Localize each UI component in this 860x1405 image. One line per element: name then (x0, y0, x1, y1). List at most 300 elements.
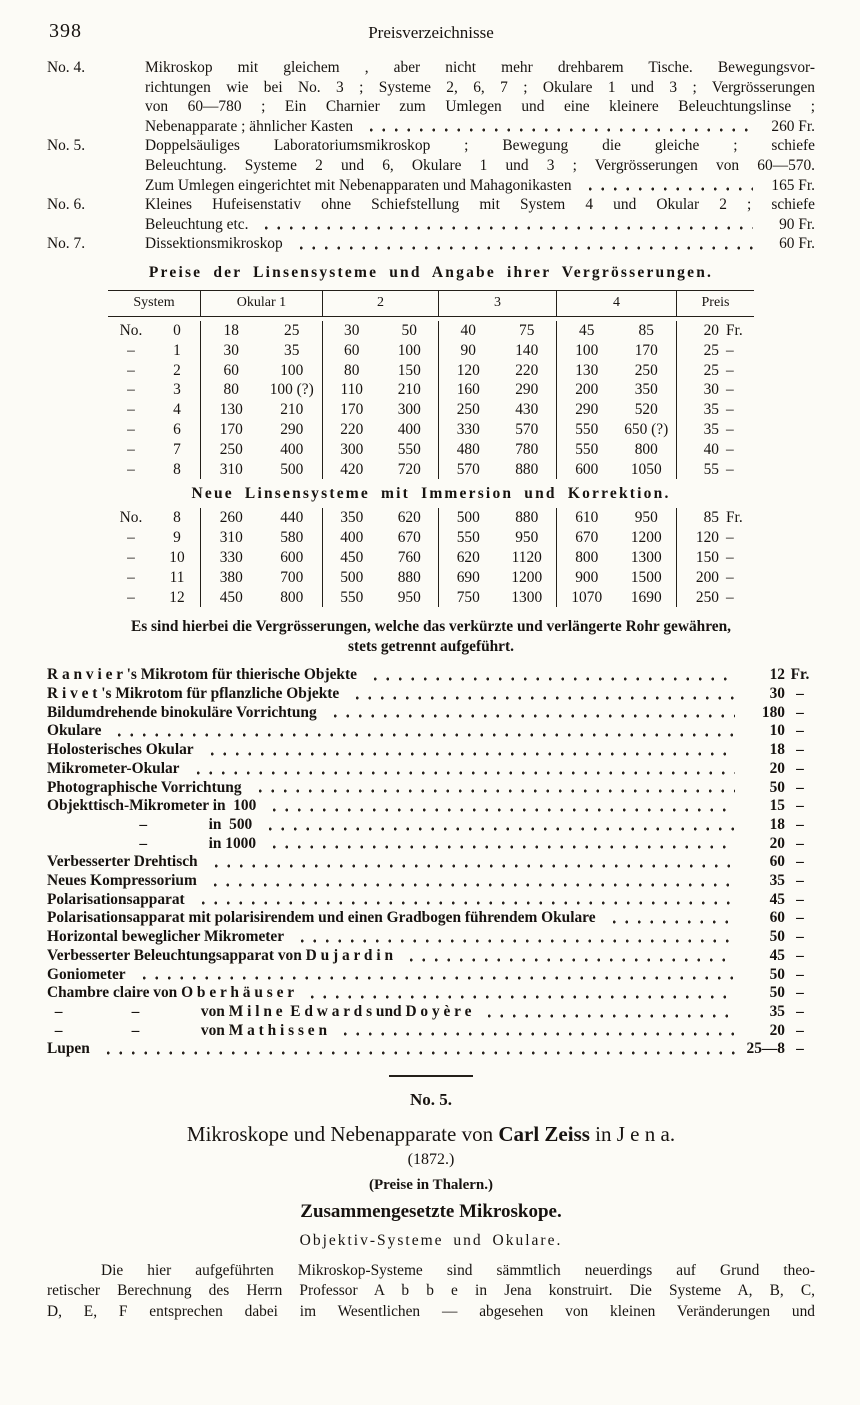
note-line: stets getrennt aufgeführt. (348, 638, 514, 656)
table-row (108, 361, 754, 381)
okular3-cell (438, 361, 556, 381)
magnification-value: 400 (397, 420, 421, 438)
magnification-value: 670 (397, 529, 421, 547)
item-name: Goniometer (47, 965, 126, 983)
paragraph-line: Die hier aufgeführten Mikroskop-Systeme sind sämmtlich neuerdings auf Grund theo- (101, 1262, 815, 1280)
price-unit: Fr. (726, 321, 743, 339)
dot-leader (337, 1031, 735, 1037)
item-price-unit: – (796, 759, 804, 777)
okular2-cell (322, 341, 438, 361)
entry-line: Beleuchtung. Systeme 2 und 6, Okulare 1 und 3 ; Vergrösserungen von 60—570. (145, 156, 815, 174)
dot-leader (403, 957, 735, 963)
item-name: Bildumdrehende binokuläre Vorrichtung (47, 703, 317, 721)
price-list-item (47, 797, 815, 816)
item-price: 20 (769, 834, 785, 852)
magnification-value: 500 (340, 568, 364, 586)
item-price-unit: – (796, 1040, 804, 1058)
magnification-value: 310 (219, 529, 243, 547)
okular3-cell (438, 420, 556, 440)
item-name: – in 500 (47, 815, 253, 833)
column-header-system: System (133, 294, 175, 310)
item-name: Objekttisch-Mikrometer in 100 (47, 797, 257, 815)
system-cell (108, 380, 200, 400)
item-price: 18 (769, 815, 785, 833)
section-title-brand: Carl Zeiss (498, 1122, 590, 1147)
entry-tail: Beleuchtung etc. (145, 215, 249, 233)
price-value: 150 (695, 548, 719, 566)
system-cell (108, 528, 200, 548)
price-unit: – (726, 341, 734, 359)
item-price-unit: – (796, 1002, 804, 1020)
table-row (108, 548, 754, 568)
dot-leader (606, 919, 735, 925)
okular4-cell (556, 440, 676, 460)
price-cell (676, 568, 754, 588)
price-value: 35 (703, 420, 719, 438)
entry-price: 165 Fr. (771, 176, 815, 194)
catalog-entry (47, 136, 815, 195)
magnification-value: 1050 (630, 460, 662, 478)
item-name: Lupen (47, 1040, 90, 1058)
magnification-value: 30 (344, 321, 360, 339)
system-number: 8 (173, 460, 181, 478)
price-list-item (47, 1022, 815, 1041)
okular2-cell (322, 400, 438, 420)
system-number: 3 (173, 381, 181, 399)
entry-tail: Nebenapparate ; ähnlicher Kasten (145, 117, 354, 135)
system-cell (108, 440, 200, 460)
table-row (108, 400, 754, 420)
okular4-cell (556, 420, 676, 440)
table-row (108, 460, 754, 480)
price-value: 20 (703, 321, 719, 339)
magnification-value: 450 (340, 548, 364, 566)
okular2-cell (322, 321, 438, 341)
price-unit: – (726, 401, 734, 419)
okular3-cell (438, 548, 556, 568)
price-list-item (47, 853, 815, 872)
okular1-cell (200, 508, 322, 528)
table-row (108, 440, 754, 460)
catalog-entry (47, 234, 815, 254)
price-cell (676, 321, 754, 341)
price-cell (676, 528, 754, 548)
magnification-value: 220 (340, 420, 364, 438)
magnification-value: 500 (456, 509, 480, 527)
item-price: 45 (769, 890, 785, 908)
dot-leader (190, 770, 736, 776)
system-label: – (127, 341, 135, 359)
system-label: No. (119, 321, 143, 339)
price-unit: – (726, 381, 734, 399)
price-list-item (47, 779, 815, 798)
item-price-unit: – (796, 1021, 804, 1039)
section-number: No. 5. (409, 1090, 453, 1110)
dot-leader (252, 788, 735, 794)
system-number: 8 (173, 509, 181, 527)
dot-leader (293, 245, 753, 251)
magnification-value: 350 (634, 381, 658, 399)
system-label: – (127, 568, 135, 586)
magnification-value: 1200 (630, 529, 662, 547)
entry-number: No. 5. (47, 137, 86, 155)
table-row (108, 528, 754, 548)
magnification-value: 620 (397, 509, 421, 527)
okular1-cell (200, 460, 322, 480)
item-price-unit: – (796, 797, 804, 815)
price-list-item (47, 685, 815, 704)
price-unit: – (726, 588, 734, 606)
item-name: Photographische Vorrichtung (47, 778, 242, 796)
price-unit: – (726, 548, 734, 566)
system-number: 11 (169, 568, 185, 586)
okular2-cell (322, 508, 438, 528)
immersion-heading: Neue Linsensysteme mit Immersion und Korrektion. (191, 485, 671, 503)
magnification-value: 35 (284, 341, 300, 359)
entry-price-line (145, 215, 815, 235)
currency-note: (Preise in Thalern.) (368, 1177, 494, 1194)
system-cell (108, 588, 200, 608)
entry-line: richtungen wie bei No. 3 ; Systeme 2, 6, 7 ; Okulare 1 und 3 ; Vergrösserungen (145, 78, 815, 96)
item-price: 35 (769, 1002, 785, 1020)
entry-price-line (145, 117, 815, 137)
catalog-entry (47, 58, 815, 136)
item-name: Chambre claire von O b e r h ä u s e r (47, 984, 295, 1002)
item-price: 45 (769, 946, 785, 964)
table-row (108, 341, 754, 361)
magnification-value: 90 (460, 341, 476, 359)
magnification-value: 950 (397, 588, 421, 606)
okular4-cell (556, 400, 676, 420)
dot-leader (363, 127, 753, 133)
item-name: – in 1000 (47, 834, 257, 852)
magnification-value: 100 (575, 341, 599, 359)
item-name: Verbesserter Beleuchtungsapparat von D u j a r d i n (47, 946, 394, 964)
running-title: Preisverzeichnisse (368, 23, 494, 42)
system-label: – (127, 381, 135, 399)
magnification-value: 350 (340, 509, 364, 527)
magnification-value: 420 (340, 460, 364, 478)
system-label: – (127, 529, 135, 547)
system-cell (108, 460, 200, 480)
column-header-okular1: Okular 1 (200, 291, 322, 316)
dot-leader (266, 844, 735, 850)
section-subsubtitle: Objektiv-Systeme und Okulare. (299, 1232, 563, 1250)
okular2-cell (322, 588, 438, 608)
item-price-unit: – (796, 872, 804, 890)
item-price: 15 (769, 797, 785, 815)
item-name: R i v e t 's Mikrotom für pflanzliche Objekte (47, 685, 340, 702)
price-cell (676, 508, 754, 528)
magnification-value: 30 (223, 341, 239, 359)
catalog-entry (47, 195, 815, 234)
column-header-okular3: 3 (438, 291, 556, 316)
magnification-value: 250 (219, 440, 243, 458)
okular4-cell (556, 380, 676, 400)
section-subtitle: Zusammengesetzte Mikroskope. (300, 1201, 562, 1223)
magnification-value: 1070 (571, 588, 603, 606)
magnification-value: 60 (344, 341, 360, 359)
okular1-cell (200, 568, 322, 588)
okular1-cell (200, 420, 322, 440)
price-unit: – (726, 361, 734, 379)
okular3-cell (438, 321, 556, 341)
okular4-cell (556, 528, 676, 548)
item-price: 12 (769, 666, 785, 684)
item-price-unit: – (796, 741, 804, 759)
dot-leader (349, 695, 735, 701)
system-cell (108, 548, 200, 568)
item-price: 60 (769, 853, 785, 871)
dot-leader (208, 863, 735, 869)
magnification-value: 220 (515, 361, 539, 379)
price-list-item (47, 966, 815, 985)
magnification-value: 330 (456, 420, 480, 438)
item-price: 20 (769, 1021, 785, 1039)
magnification-value: 880 (397, 568, 421, 586)
magnification-value: 760 (397, 548, 421, 566)
entry-tail: Dissektionsmikroskop (145, 235, 283, 253)
price-value: 85 (703, 509, 719, 527)
table-header-row (108, 290, 754, 317)
entry-price-line (145, 234, 815, 254)
table-row (108, 588, 754, 608)
item-price: 50 (769, 965, 785, 983)
item-price-unit: – (796, 815, 804, 833)
magnification-value: 25 (284, 321, 300, 339)
system-cell (108, 568, 200, 588)
price-cell (676, 361, 754, 381)
system-label: No. (119, 509, 143, 527)
price-list-item (47, 1003, 815, 1022)
section-divider (389, 1075, 473, 1077)
system-cell (108, 420, 200, 440)
item-name: Verbesserter Drehtisch (47, 853, 198, 871)
price-list-item (47, 760, 815, 779)
item-price-unit: – (796, 834, 804, 852)
magnification-value: 100 (?) (269, 381, 314, 399)
okular1-cell (200, 588, 322, 608)
item-price: 180 (761, 703, 785, 721)
table-row (108, 508, 754, 528)
okular3-cell (438, 440, 556, 460)
okular1-cell (200, 440, 322, 460)
entry-price: 60 Fr. (779, 235, 815, 253)
price-cell (676, 420, 754, 440)
price-cell (676, 460, 754, 480)
magnification-value: 130 (219, 401, 243, 419)
magnification-value: 100 (397, 341, 421, 359)
system-cell (108, 400, 200, 420)
system-label: – (127, 548, 135, 566)
item-name: Holosterisches Okular (47, 741, 194, 759)
entry-body (145, 195, 815, 234)
dot-leader (111, 732, 735, 738)
magnification-value: 75 (519, 321, 535, 339)
accessory-price-list (47, 666, 815, 1059)
magnification-value: 80 (344, 361, 360, 379)
entry-tail: Zum Umlegen eingerichtet mit Nebenapparaten und Mahagonikasten (145, 176, 572, 194)
okular3-cell (438, 528, 556, 548)
okular4-cell (556, 460, 676, 480)
okular2-cell (322, 460, 438, 480)
item-price-unit: – (796, 928, 804, 946)
price-unit: Fr. (726, 509, 743, 527)
price-value: 25 (703, 361, 719, 379)
entry-line: von 60—780 ; Ein Charnier zum Umlegen und eine kleinere Beleuchtungslinse ; (145, 98, 815, 116)
magnification-value: 290 (515, 381, 539, 399)
dot-leader (294, 938, 735, 944)
item-price: 30 (769, 685, 785, 702)
entry-number: No. 7. (47, 235, 86, 253)
magnification-value: 400 (280, 440, 304, 458)
magnification-value: 50 (401, 321, 417, 339)
item-price: 25—8 (746, 1040, 785, 1058)
item-price: 50 (769, 778, 785, 796)
magnification-value: 110 (340, 381, 363, 399)
magnification-value: 700 (280, 568, 304, 586)
system-number: 0 (173, 321, 181, 339)
system-label: – (127, 588, 135, 606)
item-name: – – von M a t h i s s e n (47, 1021, 328, 1039)
price-value: 250 (695, 588, 719, 606)
magnification-value: 140 (515, 341, 539, 359)
magnification-value: 950 (515, 529, 539, 547)
magnification-value: 670 (575, 529, 599, 547)
price-list-item (47, 816, 815, 835)
note-line: Es sind hierbei die Vergrösserungen, welche das verkürzte und verlängerte Rohr gewähren, (130, 618, 732, 636)
price-list-item (47, 704, 815, 723)
price-cell (676, 400, 754, 420)
dot-leader (582, 186, 753, 192)
magnification-value: 170 (340, 401, 364, 419)
magnification-value: 480 (456, 440, 480, 458)
okular1-cell (200, 528, 322, 548)
system-label: – (127, 460, 135, 478)
entry-number: No. 4. (47, 59, 86, 76)
entry-line: Kleines Hufeisenstativ ohne Schiefstellung mit System 4 und Okular 2 ; schiefe (145, 196, 815, 214)
table-row (108, 380, 754, 400)
magnification-value: 380 (219, 568, 243, 586)
price-unit: – (726, 460, 734, 478)
price-unit: – (726, 440, 734, 458)
entry-price: 90 Fr. (779, 215, 815, 233)
magnification-value: 130 (575, 361, 599, 379)
price-list-item (47, 835, 815, 854)
price-value: 200 (695, 568, 719, 586)
magnification-value: 1120 (511, 548, 542, 566)
price-cell (676, 440, 754, 460)
okular3-cell (438, 568, 556, 588)
okular4-cell (556, 508, 676, 528)
okular4-cell (556, 321, 676, 341)
magnification-value: 170 (219, 420, 243, 438)
okular1-cell (200, 400, 322, 420)
okular2-cell (322, 361, 438, 381)
page-header (47, 20, 815, 50)
dot-leader (266, 807, 735, 813)
item-price-unit: – (796, 890, 804, 908)
column-header-okular4: 4 (556, 291, 676, 316)
magnification-value: 80 (223, 381, 239, 399)
magnification-value: 100 (280, 361, 304, 379)
item-price: 35 (769, 872, 785, 890)
magnification-value: 650 (?) (624, 420, 669, 438)
magnification-value: 85 (638, 321, 654, 339)
magnification-value: 570 (456, 460, 480, 478)
magnification-value: 950 (634, 509, 658, 527)
item-name: Horizontal beweglicher Mikrometer (47, 928, 285, 946)
price-unit: – (726, 420, 734, 438)
okular3-cell (438, 508, 556, 528)
table-row (108, 568, 754, 588)
magnification-value: 800 (575, 548, 599, 566)
item-price-unit: – (796, 703, 804, 721)
magnification-value: 1300 (511, 588, 543, 606)
item-name: Mikrometer-Okular (47, 759, 180, 777)
paragraph-line: retischer Berechnung des Herrn Professor A b b e in Jena konstruirt. Die Systeme A, B, C, (47, 1282, 815, 1300)
page-number: 398 (49, 20, 82, 42)
price-list-item (47, 928, 815, 947)
magnification-value: 1500 (630, 568, 662, 586)
magnification-value: 580 (280, 529, 304, 547)
system-number: 2 (173, 361, 181, 379)
magnification-value: 18 (223, 321, 239, 339)
magnification-value: 550 (340, 588, 364, 606)
item-price-unit: – (796, 853, 804, 871)
magnification-value: 600 (575, 460, 599, 478)
entry-line: Doppelsäuliges Laboratoriumsmikroskop ; Bewegung die gleiche ; schiefe (145, 137, 815, 155)
price-list-item (47, 1040, 815, 1059)
okular3-cell (438, 400, 556, 420)
magnification-value: 610 (575, 509, 599, 527)
item-price-unit: – (796, 965, 804, 983)
price-list-item (47, 891, 815, 910)
okular3-cell (438, 588, 556, 608)
item-price-unit: – (796, 946, 804, 964)
item-price: 20 (769, 759, 785, 777)
system-number: 6 (173, 420, 181, 438)
dot-leader (136, 975, 735, 981)
system-number: 1 (173, 341, 181, 359)
okular2-cell (322, 568, 438, 588)
item-price-unit: Fr. (790, 666, 810, 684)
price-list-item (47, 909, 815, 928)
price-list-item (47, 722, 815, 741)
price-value: 120 (695, 529, 719, 547)
system-label: – (127, 401, 135, 419)
magnification-value: 430 (515, 401, 539, 419)
system-label: – (127, 420, 135, 438)
okular3-cell (438, 380, 556, 400)
magnification-value: 330 (219, 548, 243, 566)
okular4-cell (556, 361, 676, 381)
entry-price-line (145, 176, 815, 196)
okular1-cell (200, 341, 322, 361)
price-cell (676, 588, 754, 608)
magnification-value: 1300 (630, 548, 662, 566)
magnification-value: 550 (397, 440, 421, 458)
entry-price: 260 Fr. (771, 117, 815, 135)
magnification-value: 440 (280, 509, 304, 527)
magnification-value: 200 (575, 381, 599, 399)
magnification-value: 60 (223, 361, 239, 379)
okular4-cell (556, 588, 676, 608)
okular1-cell (200, 548, 322, 568)
magnification-value: 170 (634, 341, 658, 359)
entry-body (145, 58, 815, 136)
magnification-value: 400 (340, 529, 364, 547)
